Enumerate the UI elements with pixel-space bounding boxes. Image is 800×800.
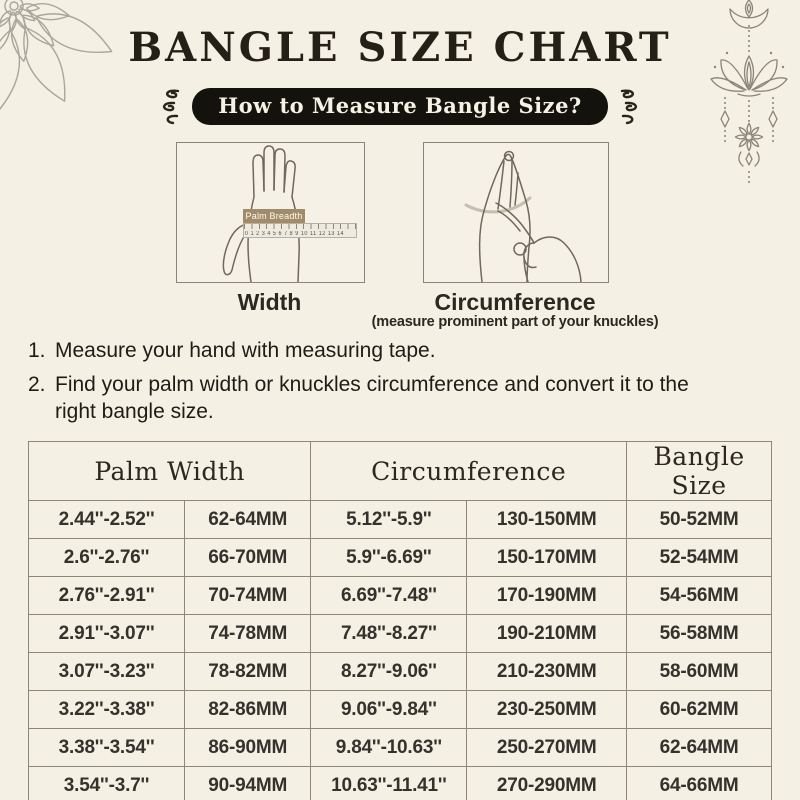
table-cell: 3.54''-3.7'' bbox=[29, 767, 185, 800]
table-cell: 2.76''-2.91'' bbox=[29, 577, 185, 615]
ruler bbox=[243, 223, 357, 238]
table-cell: 270-290MM bbox=[467, 767, 627, 800]
ruler-scale: 0 1 2 3 4 5 6 7 8 9 10 11 12 13 14 bbox=[245, 231, 345, 237]
table-cell: 78-82MM bbox=[185, 653, 311, 691]
circumference-caption: Circumference bbox=[434, 289, 596, 315]
table-cell: 86-90MM bbox=[185, 729, 311, 767]
width-caption: Width bbox=[237, 289, 302, 315]
table-header-row bbox=[29, 442, 772, 501]
table-cell: 9.06''-9.84'' bbox=[311, 691, 467, 729]
instruction-text: Find your palm width or knuckles circumference and convert it to the right bangle size. bbox=[55, 372, 689, 423]
instructions-list bbox=[28, 338, 734, 433]
table-cell: 2.91''-3.07'' bbox=[29, 615, 185, 653]
table-row bbox=[29, 577, 772, 615]
palm-breadth-label: Palm Breadth bbox=[243, 209, 305, 223]
table-cell: 58-60MM bbox=[627, 653, 772, 691]
table-cell: 5.9''-6.69'' bbox=[311, 539, 467, 577]
flourish-left-icon bbox=[154, 86, 182, 126]
table-cell: 7.48''-8.27'' bbox=[311, 615, 467, 653]
table-cell: 64-66MM bbox=[627, 767, 772, 800]
table-cell: 56-58MM bbox=[627, 615, 772, 653]
table-cell: 9.84''-10.63'' bbox=[311, 729, 467, 767]
table-cell: 2.6''-2.76'' bbox=[29, 539, 185, 577]
table-row bbox=[29, 691, 772, 729]
table-cell: 2.44''-2.52'' bbox=[29, 501, 185, 539]
instruction-item bbox=[28, 372, 734, 426]
width-figure bbox=[176, 142, 365, 283]
table-cell: 3.22''-3.38'' bbox=[29, 691, 185, 729]
circumference-note: (measure prominent part of your knuckles) bbox=[371, 314, 659, 330]
how-to-measure-pill: How to Measure Bangle Size? bbox=[192, 88, 608, 125]
circumference-figure bbox=[423, 142, 609, 283]
table-row bbox=[29, 653, 772, 691]
table-cell: 150-170MM bbox=[467, 539, 627, 577]
table-cell: 54-56MM bbox=[627, 577, 772, 615]
table-cell: 62-64MM bbox=[185, 501, 311, 539]
table-cell: 3.38''-3.54'' bbox=[29, 729, 185, 767]
table-cell: 74-78MM bbox=[185, 615, 311, 653]
instruction-number: 2. bbox=[28, 372, 46, 396]
table-cell: 90-94MM bbox=[185, 767, 311, 800]
table-row bbox=[29, 501, 772, 539]
table-cell: 5.12''-5.9'' bbox=[311, 501, 467, 539]
table-row bbox=[29, 729, 772, 767]
flourish-right-icon bbox=[618, 86, 646, 126]
header-bangle-size: Bangle Size bbox=[627, 442, 772, 501]
table-cell: 170-190MM bbox=[467, 577, 627, 615]
table-cell: 3.07''-3.23'' bbox=[29, 653, 185, 691]
size-chart-table bbox=[28, 441, 772, 800]
table-cell: 50-52MM bbox=[627, 501, 772, 539]
table-cell: 210-230MM bbox=[467, 653, 627, 691]
instruction-number: 1. bbox=[28, 339, 46, 362]
table-cell: 82-86MM bbox=[185, 691, 311, 729]
header-circumference: Circumference bbox=[311, 442, 627, 501]
table-cell: 230-250MM bbox=[467, 691, 627, 729]
table-row bbox=[29, 767, 772, 800]
instruction-item bbox=[28, 338, 734, 365]
table-row bbox=[29, 615, 772, 653]
table-cell: 8.27''-9.06'' bbox=[311, 653, 467, 691]
subtitle-row bbox=[0, 86, 800, 126]
table-cell: 52-54MM bbox=[627, 539, 772, 577]
header-palm-width: Palm Width bbox=[29, 442, 311, 501]
table-row bbox=[29, 539, 772, 577]
table-cell: 10.63''-11.41'' bbox=[311, 767, 467, 800]
table-cell: 60-62MM bbox=[627, 691, 772, 729]
instruction-text: Measure your hand with measuring tape. bbox=[55, 339, 436, 362]
table-cell: 6.69''-7.48'' bbox=[311, 577, 467, 615]
table-cell: 66-70MM bbox=[185, 539, 311, 577]
table-cell: 130-150MM bbox=[467, 501, 627, 539]
table-cell: 70-74MM bbox=[185, 577, 311, 615]
table-cell: 250-270MM bbox=[467, 729, 627, 767]
page-title: BANGLE SIZE CHART bbox=[128, 24, 672, 71]
hand-measuring-illustration-icon bbox=[424, 143, 608, 282]
table-cell: 190-210MM bbox=[467, 615, 627, 653]
table-cell: 62-64MM bbox=[627, 729, 772, 767]
